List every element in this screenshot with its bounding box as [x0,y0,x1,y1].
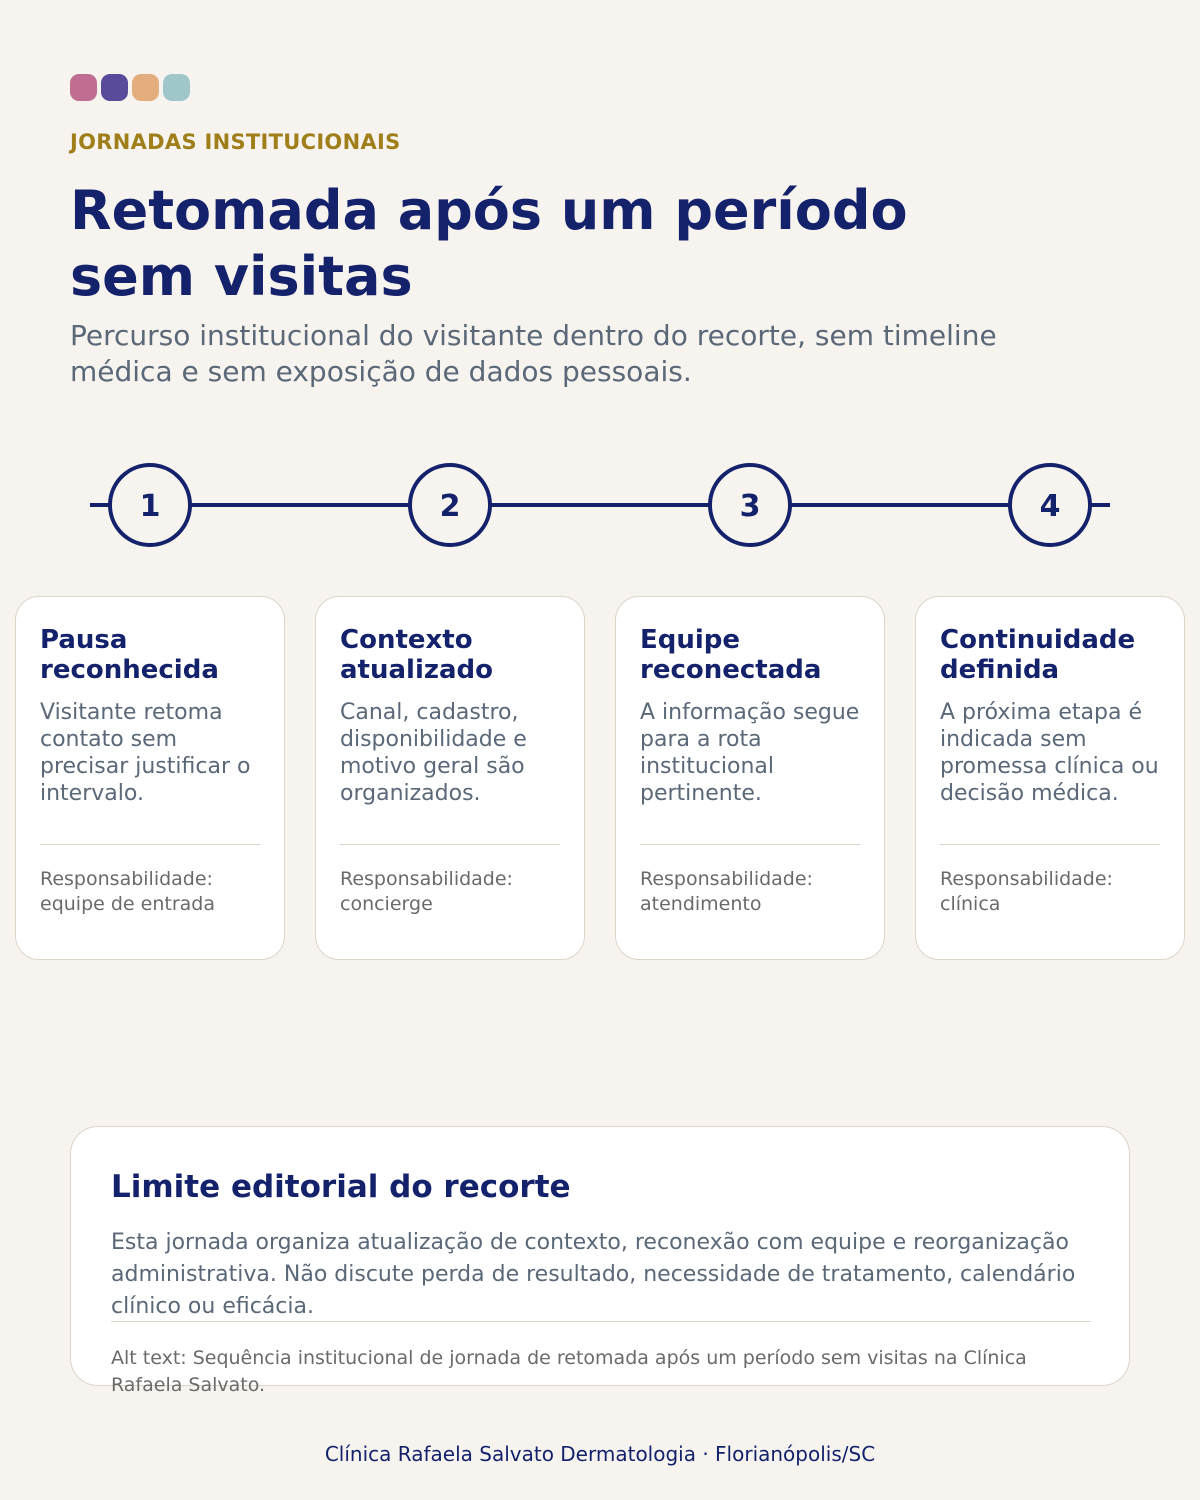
step-card-description: Canal, cadastro, disponibilidade e motivo geral são organizados. [340,700,527,806]
step-card-3 [615,596,885,960]
card-divider [640,844,860,845]
step-card-responsibility: Responsabilidade: clínica [940,868,1113,915]
step-number-4: 4 [1039,489,1061,524]
brand-dot-3 [132,74,159,101]
step-card-description: A informação segue para a rota institucional pertinente. [640,700,860,806]
card-divider [940,844,1160,845]
step-marker-2 [410,465,490,545]
page-subtitle: Percurso institucional do visitante dentro do recorte, sem timeline médica e sem exposição de dados pessoais. [70,319,997,388]
footer-credit: Clínica Rafaela Salvato Dermatologia · Florianópolis/SC [324,1442,876,1466]
step-timeline [0,460,1200,560]
brand-dots [70,74,190,101]
step-card-responsibility: Responsabilidade: concierge [340,868,513,915]
step-number-1: 1 [139,489,161,524]
alt-text: Alt text: Sequência institucional de jornada de retomada após um período sem visitas na Clínica Rafaela Salvato. [111,1347,1027,1396]
step-marker-4 [1010,465,1090,545]
step-card-2 [315,596,585,960]
step-number-2: 2 [439,489,461,524]
step-card-title: Pausa reconhecida [40,625,219,685]
step-card-responsibility: Responsabilidade: equipe de entrada [40,868,215,915]
step-card-description: Visitante retoma contato sem precisar justificar o intervalo. [40,700,251,806]
card-divider [340,844,560,845]
brand-dot-4 [163,74,190,101]
brand-dot-1 [70,74,97,101]
step-card-responsibility: Responsabilidade: atendimento [640,868,813,915]
step-card-4 [915,596,1185,960]
editorial-note-body: Esta jornada organiza atualização de contexto, reconexão com equipe e reorganização administrativa. Não discute perda de resultado, necessidade de tratamento, calendário clínico ou eficácia. [111,1230,1076,1319]
step-marker-1 [110,465,190,545]
step-card-1 [15,596,285,960]
page-title: Retomada após um período sem visitas [70,179,908,308]
eyebrow-label: JORNADAS INSTITUCIONAIS [70,130,401,154]
note-divider [111,1321,1091,1322]
step-card-description: A próxima etapa é indicada sem promessa clínica ou decisão médica. [940,700,1159,806]
card-divider [40,844,260,845]
step-card-title: Contexto atualizado [340,625,494,685]
step-marker-3 [710,465,790,545]
step-card-title: Continuidade definida [940,625,1136,685]
step-card-title: Equipe reconectada [640,625,822,685]
editorial-note-title: Limite editorial do recorte [111,1169,571,1205]
brand-dot-2 [101,74,128,101]
editorial-note-card [70,1126,1130,1396]
step-number-3: 3 [739,489,761,524]
